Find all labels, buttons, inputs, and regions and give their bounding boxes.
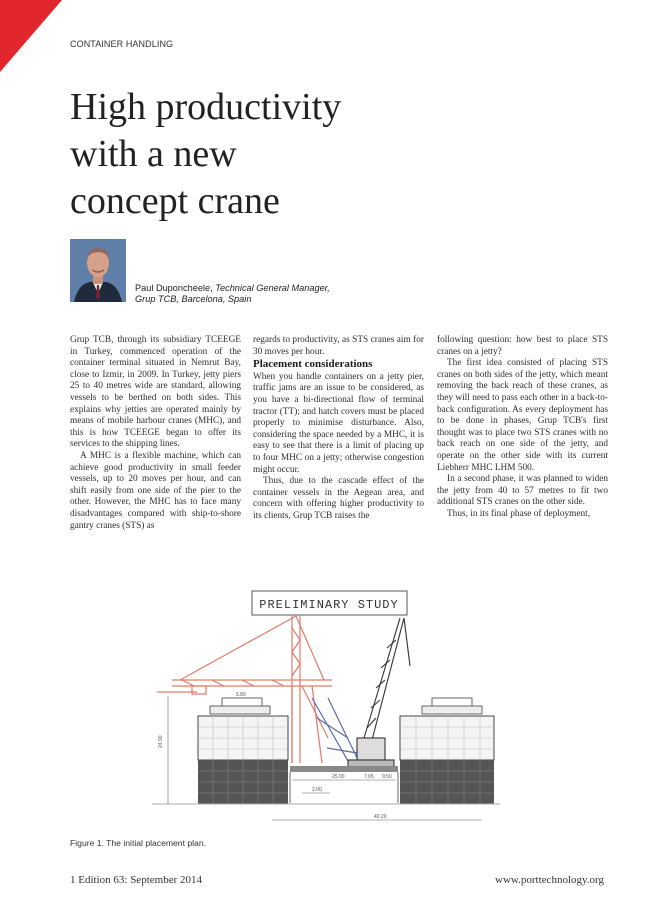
dim-label: 40.20 — [374, 814, 387, 820]
dim-label: 24.90 — [158, 735, 164, 748]
title-line-1: High productivity — [70, 86, 342, 128]
left-vessel — [198, 698, 288, 804]
paragraph: In a second phase, it was planned to widen the jetty from 40 to 57 metres to fit two additional STS cranes on the other side. — [437, 474, 608, 508]
author-portrait — [70, 239, 126, 302]
author-organisation: Grup TCB, Barcelona, Spain — [135, 294, 252, 304]
crane-diagram — [152, 588, 500, 830]
author-name: Paul Duponcheele, — [135, 283, 213, 293]
title-line-3: concept crane — [70, 180, 280, 222]
footer-website-link[interactable]: www.porttechnology.org — [495, 874, 604, 886]
dim-label: 5.80 — [236, 692, 246, 698]
paragraph: The first idea consisted of placing STS cranes on both sides of the jetty, which meant removing the back reach of these cranes, as they will need to pass each other in a back-to-back configuration. As every deployment has to be done in phases, Grup TCB's first thought was to place two STS cranes with no back reach on one side of the jetty, and operate on the other side with its current Liebherr MHC LHM 500. — [437, 358, 608, 473]
paragraph: A MHC is a flexible machine, which can achieve good productivity in small feeder vessels, up to 20 moves per hour, and can shift easily from one side of the pier to the other. However, the MHC has to face many disadvantages compared with ship-to-shore gantry cranes (STS) as — [70, 450, 241, 531]
body-column-3 — [437, 335, 608, 521]
dim-label: 2.00 — [312, 787, 322, 793]
title-line-2: with a new — [70, 133, 237, 175]
dim-label: 25.00 — [332, 774, 345, 780]
body-column-2 — [253, 335, 424, 523]
right-vessel — [400, 698, 494, 804]
paragraph: following question: how best to place STS cranes on a jetty? — [437, 335, 608, 357]
footer-edition: 1 Edition 63: September 2014 — [70, 874, 202, 886]
article-title — [70, 84, 490, 225]
red-corner-tab — [0, 0, 62, 72]
section-label: CONTAINER HANDLING — [70, 39, 174, 49]
author-byline — [135, 283, 330, 305]
sts-crane-blue — [312, 698, 362, 768]
body-column-1 — [70, 335, 241, 532]
dim-label: 7.65 — [364, 774, 374, 780]
paragraph: When you handle containers on a jetty pier, traffic jams are an issue to be considered, as you have a bi-directional flow of terminal tractor (TT); and hatch covers must be placed properly to minimise disturbance. Also, considering the space needed by a MHC, it is easy to see that there is a limit of placing up to four MHC on a jetty; otherwise congestion might occur. — [253, 371, 424, 475]
dim-label: 9.50 — [382, 774, 392, 780]
figure-banner: PRELIMINARY STUDY — [259, 598, 399, 612]
section-heading: Placement considerations — [253, 358, 373, 371]
paragraph: regards to productivity, as STS cranes aim for 30 moves per hour. — [253, 335, 424, 357]
paragraph: Thus, in its final phase of deployment, — [447, 508, 591, 519]
author-role: Technical General Manager, — [215, 283, 330, 293]
paragraph: Grup TCB, through its subsidiary TCEEGE in Turkey, commenced operation of the container terminal situated in Nemrut Bay, close to Izmir, in 2009. In Turkey, jetty piers 25 to 40 metres wide are standard, allowing vessels to be berthed on both sides. This explains why jetties are operated mainly by means of mobile harbour cranes (MHC), and this is how TCEEGE began to offer its services to the shipping lines. — [70, 335, 241, 450]
figure-caption: Figure 1. The initial placement plan. — [70, 838, 206, 848]
paragraph: Thus, due to the cascade effect of the container vessels in the Aegean area, and concern with offering higher productivity to its clients, Grup TCB raises the — [253, 476, 424, 521]
